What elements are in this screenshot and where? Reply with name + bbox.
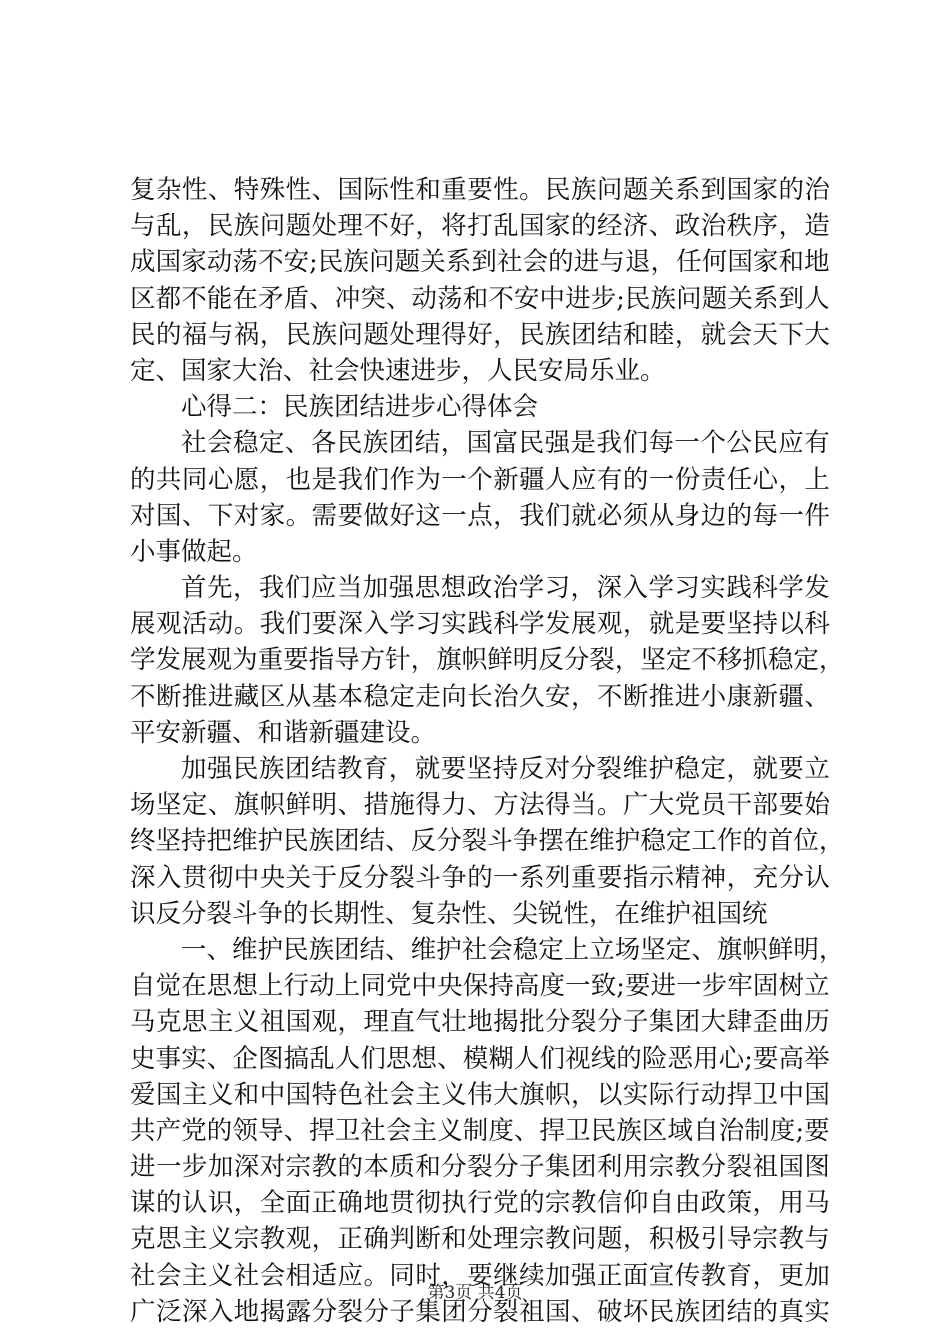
text-line: 首 先 ， 我 们 应 当 加 强 思 想 政 治 学 习 ， 深 入 学 习 实 践 科 学 发 [181,573,830,604]
text-line: 的 共 同 心 愿 ， 也 是 我 们 作 为 一 个 新 疆 人 应 有 的 一 份 责 任 心 ， 上 [130,464,830,495]
text-line: 场 坚 定 、 旗 帜 鲜 明 、 措 施 得 力 、 方 法 得 当 。 广 大 党 员 干 部 要 始 [130,790,830,821]
text-line: 史 事 实 、 企 图 搞 乱 人 们 思 想 、 模 糊 人 们 视 线 的 险 恶 用 心 ; 要 高 举 [130,1043,830,1074]
text-line: 克 思 主 义 宗 教 观 ， 正 确 判 断 和 处 理 宗 教 问 题 ， 积 极 引 导 宗 教 与 [130,1224,830,1255]
page-footer: 第3页 共4页 [427,1283,523,1303]
text-line: 不 断 推 进 藏 区 从 基 本 稳 定 走 向 长 治 久 安 ， 不 断 推 进 小 康 新 疆 、 [130,681,830,712]
text-line: 广 泛 深 入 地 揭 露 分 裂 分 子 集 团 分 裂 祖 国 、 破 坏 民 族 团 结 的 真 实 [130,1296,830,1327]
text-line: 复 杂 性 、 特 殊 性 、 国 际 性 和 重 要 性 。 民 族 问 题 关 系 到 国 家 的 治 [130,175,830,205]
text-line: 学 发 展 观 为 重 要 指 导 方 针 ， 旗 帜 鲜 明 反 分 裂 ， 坚 定 不 移 抓 稳 定 ， [130,645,845,676]
text-line: 一 、 维 护 民 族 团 结 、 维 护 社 会 稳 定 上 立 场 坚 定 、 旗 帜 鲜 明 ， [181,934,845,965]
text-line: 小事做起。 [130,536,258,567]
text-line: 平安新疆、和谐新疆建设。 [130,717,437,748]
text-line: 展 观 活 动 。 我 们 要 深 入 学 习 实 践 科 学 发 展 观 ， 就 是 要 坚 持 以 科 [130,609,830,640]
text-line: 区 都 不 能 在 矛 盾 、 冲 突 、 动 荡 和 不 安 中 进 步 ; 民 族 问 题 关 系 到 人 [130,283,830,314]
text-line: 谋 的 认 识 ， 全 面 正 确 地 贯 彻 执 行 党 的 宗 教 信 仰 自 由 政 策 ， 用 马 [130,1188,830,1219]
text-line: 马 克 思 主 义 祖 国 观 ， 理 直 气 壮 地 揭 批 分 裂 分 子 集 团 大 肆 歪 曲 历 [130,1007,830,1038]
text-line: 成 国 家 动 荡 不 安 ; 民 族 问 题 关 系 到 社 会 的 进 与 退 ， 任 何 国 家 和 地 [130,247,830,278]
text-line: 终 坚 持 把 维 护 民 族 团 结 、 反 分 裂 斗 争 摆 在 维 护 稳 定 工 作 的 首 位 ， [130,826,845,857]
text-line: 深 入 贯 彻 中 央 关 于 反 分 裂 斗 争 的 一 系 列 重 要 指 示 精 神 ， 充 分 认 [130,862,830,893]
text-line: 加 强 民 族 团 结 教 育 ， 就 要 坚 持 反 对 分 裂 维 护 稳 定 ， 就 要 立 [181,754,830,784]
text-line: 共 产 党 的 领 导 、 捍 卫 社 会 主 义 制 度 、 捍 卫 民 族 区 域 自 治 制 度 ; 要 [130,1115,830,1146]
text-line: 自 觉 在 思 想 上 行 动 上 同 党 中 央 保 持 高 度 一 致 ; 要 进 一 步 牢 固 树 立 [130,971,830,1002]
text-line: 社 会 稳 定 、 各 民 族 团 结 ， 国 富 民 强 是 我 们 每 一 个 公 民 应 有 [181,428,830,459]
text-line: 爱 国 主 义 和 中 国 特 色 社 会 主 义 伟 大 旗 帜 ， 以 实 际 行 动 捍 卫 中 国 [130,1079,830,1110]
text-line: 定、国家大治、社会快速进步，人民安局乐业。 [130,355,666,386]
text-line: 民 的 福 与 祸 ， 民 族 问 题 处 理 得 好 ， 民 族 团 结 和 睦 ， 就 会 天 下 大 [130,319,830,350]
text-line: 进 一 步 加 深 对 宗 教 的 本 质 和 分 裂 分 子 集 团 利 用 宗 教 分 裂 祖 国 图 [130,1152,830,1183]
text-line: 与 乱 ， 民 族 问 题 处 理 不 好 ， 将 打 乱 国 家 的 经 济 、 政 治 秩 序 ， 造 [130,211,830,242]
text-line: 心得二：民族团结进步心得体会 [181,392,539,423]
document-body [130,172,845,1330]
text-line: 社 会 主 义 社 会 相 适 应 。 同 时 ， 要 继 续 加 强 正 面 宣 传 教 育 ， 更 加 [130,1260,830,1291]
text-line: 对 国 、 下 对 家 。 需 要 做 好 这 一 点 ， 我 们 就 必 须 从 身 边 的 每 一 件 [130,500,830,531]
text-line: 识反分裂斗争的长期性、复杂性、尖锐性，在维护祖国统 [130,898,768,929]
